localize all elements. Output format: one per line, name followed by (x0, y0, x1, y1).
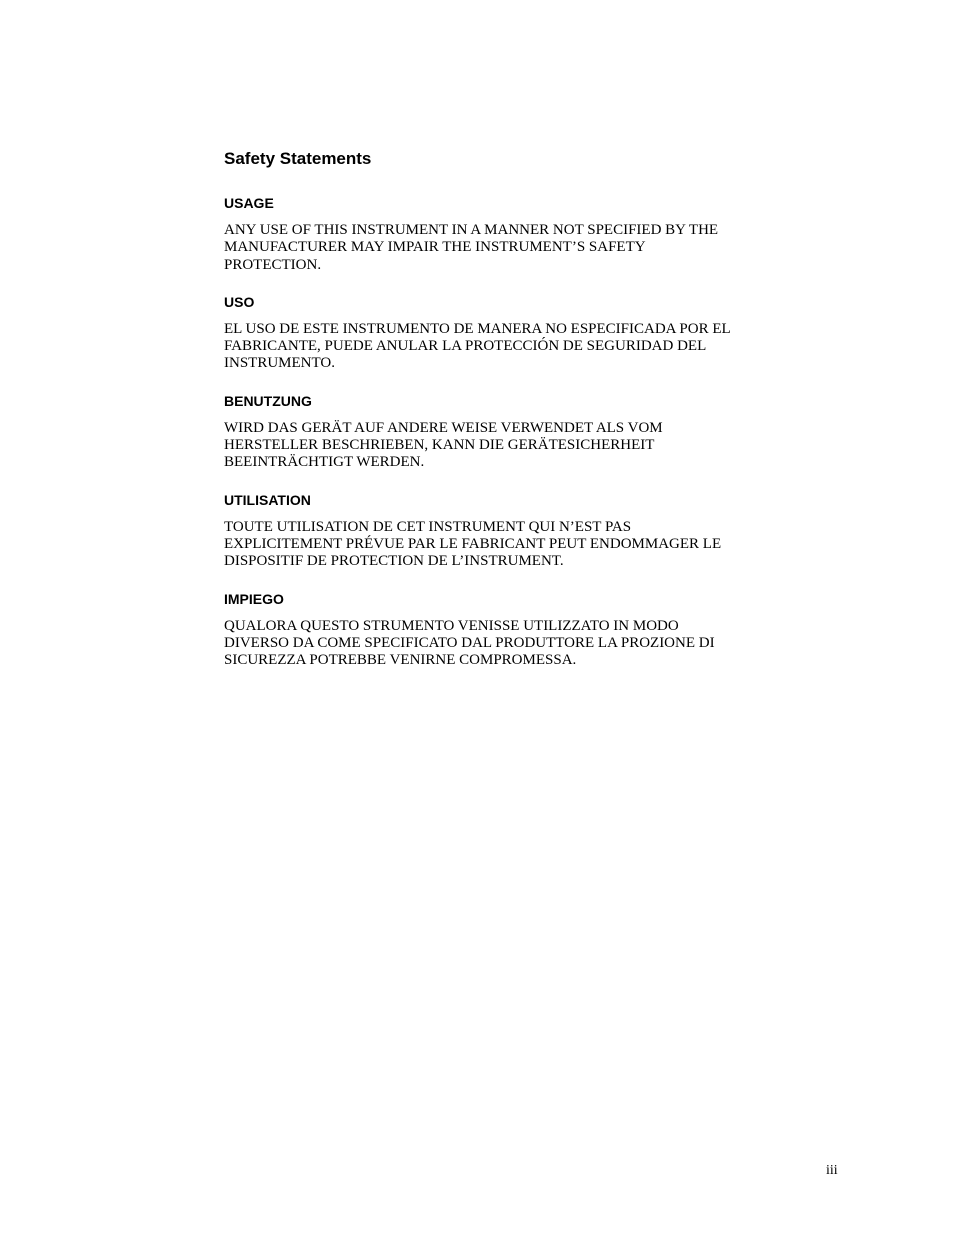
section-body: WIRD DAS GERÄT AUF ANDERE WEISE VERWENDET ALS VOM HERSTELLER BESCHRIEBEN, KANN DIE GERÄTESICHERHEIT BEEINTRÄCHTIGT WERDEN. (224, 419, 663, 471)
page-content (224, 148, 824, 669)
section-uso (224, 293, 824, 373)
section-impiego (224, 590, 824, 670)
page-title: Safety Statements (224, 149, 372, 168)
section-heading: USAGE (224, 195, 274, 211)
section-body: EL USO DE ESTE INSTRUMENTO DE MANERA NO ESPECIFICADA POR EL FABRICANTE, PUEDE ANULAR LA PROTECCIÓN DE SEGURIDAD DEL INSTRUMENTO. (224, 320, 731, 372)
section-heading: BENUTZUNG (224, 392, 312, 409)
section-heading: USO (224, 293, 255, 310)
section-usage (224, 194, 824, 274)
page-number: iii (826, 1163, 838, 1178)
section-utilisation (224, 491, 824, 571)
section-heading: IMPIEGO (224, 590, 284, 607)
section-benutzung (224, 392, 824, 472)
section-body: ANY USE OF THIS INSTRUMENT IN A MANNER NOT SPECIFIED BY THE MANUFACTURER MAY IMPAIR THE INSTRUMENT’S SAFETY PROTECTION. (224, 222, 719, 273)
section-heading: UTILISATION (224, 491, 311, 508)
section-body: QUALORA QUESTO STRUMENTO VENISSE UTILIZZATO IN MODO DIVERSO DA COME SPECIFICATO DAL PRODUTTORE LA PROZIONE DI SICUREZZA POTREBBE VENIRNE COMPROMESSA. (224, 617, 715, 669)
section-body: TOUTE UTILISATION DE CET INSTRUMENT QUI N’EST PAS EXPLICITEMENT PRÉVUE PAR LE FABRICANT PEUT ENDOMMAGER LE DISPOSITIF DE PROTECTION DE L’INSTRUMENT. (224, 518, 722, 570)
